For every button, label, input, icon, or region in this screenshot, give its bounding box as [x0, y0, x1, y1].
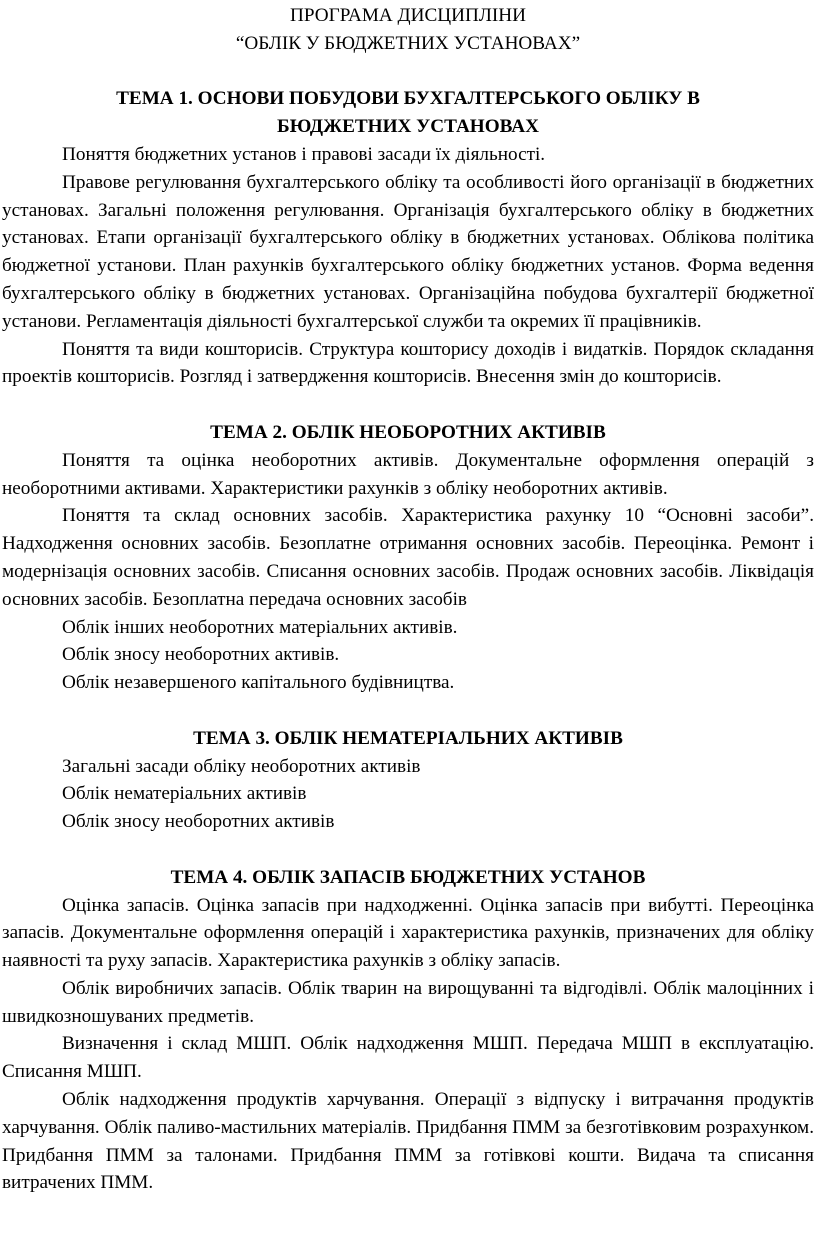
title-line-2: “ОБЛІК У БЮДЖЕТНИХ УСТАНОВАХ” — [235, 32, 581, 54]
document-title — [2, 2, 814, 58]
section-heading-3: ТЕМА 3. ОБЛІК НЕМАТЕРІАЛЬНИХ АКТИВІВ — [193, 727, 623, 749]
paragraph: Облік зносу необоротних активів. — [62, 644, 340, 666]
section-topic-4 — [2, 864, 814, 1198]
paragraph: Оцінка запасів. Оцінка запасів при надходженні. Оцінка запасів при вибутті. Переоцінка запасів. Документальне оформлення операцій і характеристика рахунків, призначених для обліку наявності та руху запасів. Характеристика рахунків з обліку запасів. — [2, 894, 814, 972]
title-line-1: ПРОГРАМА ДИСЦИПЛІНИ — [290, 5, 526, 26]
paragraph: Облік виробничих запасів. Облік тварин на вирощуванні та відгодівлі. Облік малоцінних і швидкозношуваних предметів. — [2, 977, 814, 1027]
paragraph: Облік надходження продуктів харчування. Операції з відпуску і витрачання продуктів харчування. Облік паливо-мастильних матеріалів. Придбання ПММ за безготівковим розрахунком. Придбання ПММ за талонами. Придбання ПММ за готівкові кошти. Видача та списання витрачених ПММ. — [2, 1089, 814, 1194]
paragraph: Загальні засади обліку необоротних активів — [62, 755, 421, 777]
paragraph: Облік інших необоротних матеріальних активів. — [62, 616, 458, 638]
paragraph: Поняття та оцінка необоротних активів. Документальне оформлення операцій з необоротними активами. Характеристики рахунків з обліку необоротних активів. — [2, 449, 814, 499]
paragraph: Облік нематеріальних активів — [62, 783, 307, 805]
spacer — [2, 697, 814, 725]
section-topic-3 — [2, 725, 814, 836]
paragraph: Поняття та склад основних засобів. Характеристика рахунку 10 “Основні засоби”. Надходження основних засобів. Безоплатне отримання основних засобів. Переоцінка. Ремонт і модернізація основних засобів. Списання основних засобів. Продаж основних засобів. Ліквідація основних засобів. Безоплатна передача основних засобів — [2, 505, 814, 610]
section-topic-2 — [2, 419, 814, 697]
paragraph: Поняття та види кошторисів. Структура кошторису доходів і видатків. Порядок складання проектів кошторисів. Розгляд і затвердження кошторисів. Внесення змін до кошторисів. — [2, 338, 814, 388]
paragraph: Визначення і склад МШП. Облік надходження МШП. Передача МШП в експлуатацію. Списання МШП. — [2, 1033, 814, 1083]
paragraph: Поняття бюджетних установ і правові засади їх діяльності. — [62, 143, 546, 165]
paragraph: Облік незавершеного капітального будівництва. — [62, 672, 455, 694]
spacer — [2, 836, 814, 864]
section-heading-1-line-1: ТЕМА 1. ОСНОВИ ПОБУДОВИ БУХГАЛТЕРСЬКОГО ОБЛІКУ В — [116, 88, 700, 110]
paragraph: Облік зносу необоротних активів — [62, 811, 335, 833]
section-heading-4: ТЕМА 4. ОБЛІК ЗАПАСІВ БЮДЖЕТНИХ УСТАНОВ — [170, 866, 646, 888]
section-topic-1 — [2, 85, 814, 391]
section-heading-1-line-2: БЮДЖЕТНИХ УСТАНОВАХ — [277, 116, 539, 138]
spacer — [2, 391, 814, 419]
paragraph: Правове регулювання бухгалтерського обліку та особливості його організації в бюджетних установах. Загальні положення регулювання. Організація бухгалтерського обліку в бюджетних установах. Етапи організації бухгалтерського обліку в бюджетних установах. Облікова політика бюджетної установи. План рахунків бухгалтерського обліку бюджетних установ. Форма ведення бухгалтерського обліку в бюджетних установах. Організаційна побудова бухгалтерії бюджетної установи. Регламентація діяльності бухгалтерської служби та окремих її працівників. — [2, 171, 814, 332]
section-heading-2: ТЕМА 2. ОБЛІК НЕОБОРОТНИХ АКТИВІВ — [210, 421, 606, 443]
